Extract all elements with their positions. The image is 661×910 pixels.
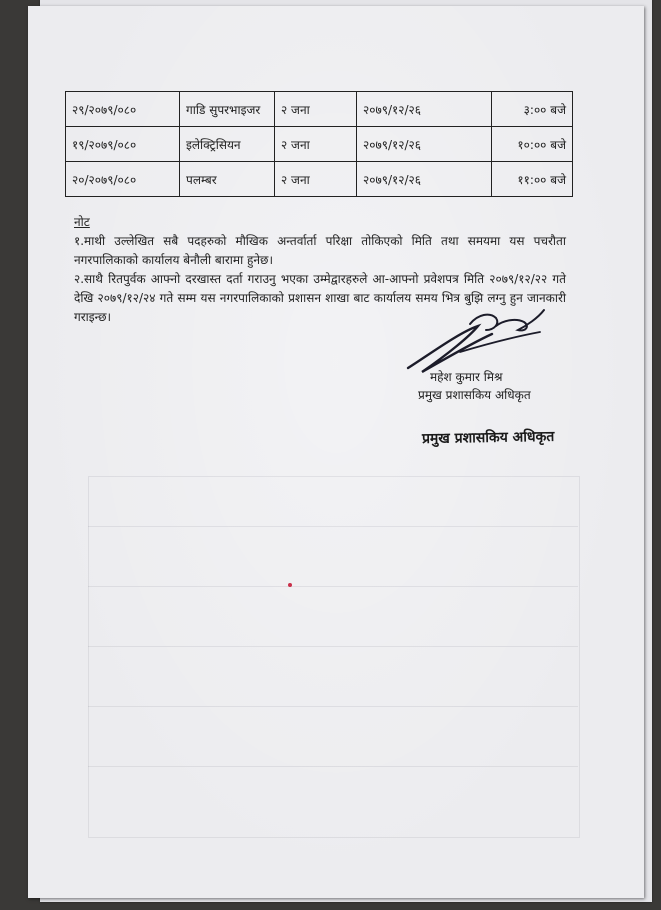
note-paragraph-1: १.माथी उल्लेखित सबै पदहरुको मौखिक अन्तर्वार्ता परिक्षा तोकिएको मिति तथा समयमा यस पचरौता नगरपालिकाको कार्यालय बेनौली बारामा हुनेछ।: [74, 234, 566, 267]
interview-time-cell: १०:०० बजे: [492, 127, 573, 162]
interview-date-cell: २०७९/१२/२६: [357, 162, 492, 197]
interview-date-cell: २०७९/१२/२६: [357, 127, 492, 162]
show-through-line: [88, 586, 578, 587]
posts-table: [65, 91, 573, 197]
show-through-line: [88, 706, 578, 707]
registration-number-cell: १९/२०७९/०८०: [66, 127, 180, 162]
interview-time-cell: ११:०० बजे: [492, 162, 573, 197]
registration-number-cell: २९/२०७९/०८०: [66, 92, 180, 127]
post-name-cell: पलम्बर: [180, 162, 275, 197]
note-paragraph-2: २.साथै रितपुर्वक आफ्नो दरखास्त दर्ता गराउनु भएका उम्मेद्वारहरुले आ-आफ्नो प्रवेशपत्र मिति २०७९/१२/२२ गते देखि २०७९/१२/२४ गते सम्म यस नगरपालिकाको प्रशासन शाखा बाट कार्यालय समय भित्र बुझि लग्नु हुन जानकारी गराइन्छ।: [74, 272, 567, 324]
vacancy-count-cell: २ जना: [275, 92, 357, 127]
signatory-name: महेश कुमार मिश्र: [430, 370, 503, 384]
signatory-title: प्रमुख प्रशासकिय अधिकृत: [418, 388, 531, 402]
table-row: [66, 92, 573, 127]
designation-stamp: प्रमुख प्रशासकिय अधिकृत: [421, 428, 555, 448]
table-row: [66, 162, 573, 197]
vacancy-count-cell: २ जना: [275, 162, 357, 197]
post-name-cell: इलेक्ट्रिसियन: [180, 127, 275, 162]
ink-dot: [288, 583, 292, 587]
interview-time-cell: ३:०० बजे: [492, 92, 573, 127]
registration-number-cell: २०/२०७९/०८०: [66, 162, 180, 197]
table-row: [66, 127, 573, 162]
vacancy-count-cell: २ जना: [275, 127, 357, 162]
interview-date-cell: २०७९/१२/२६: [357, 92, 492, 127]
post-name-cell: गाडि सुपरभाइजर: [180, 92, 275, 127]
show-through-table: [88, 476, 580, 838]
show-through-line: [88, 646, 578, 647]
show-through-line: [88, 526, 578, 527]
note-heading: नोट: [74, 215, 90, 229]
show-through-line: [88, 766, 578, 767]
